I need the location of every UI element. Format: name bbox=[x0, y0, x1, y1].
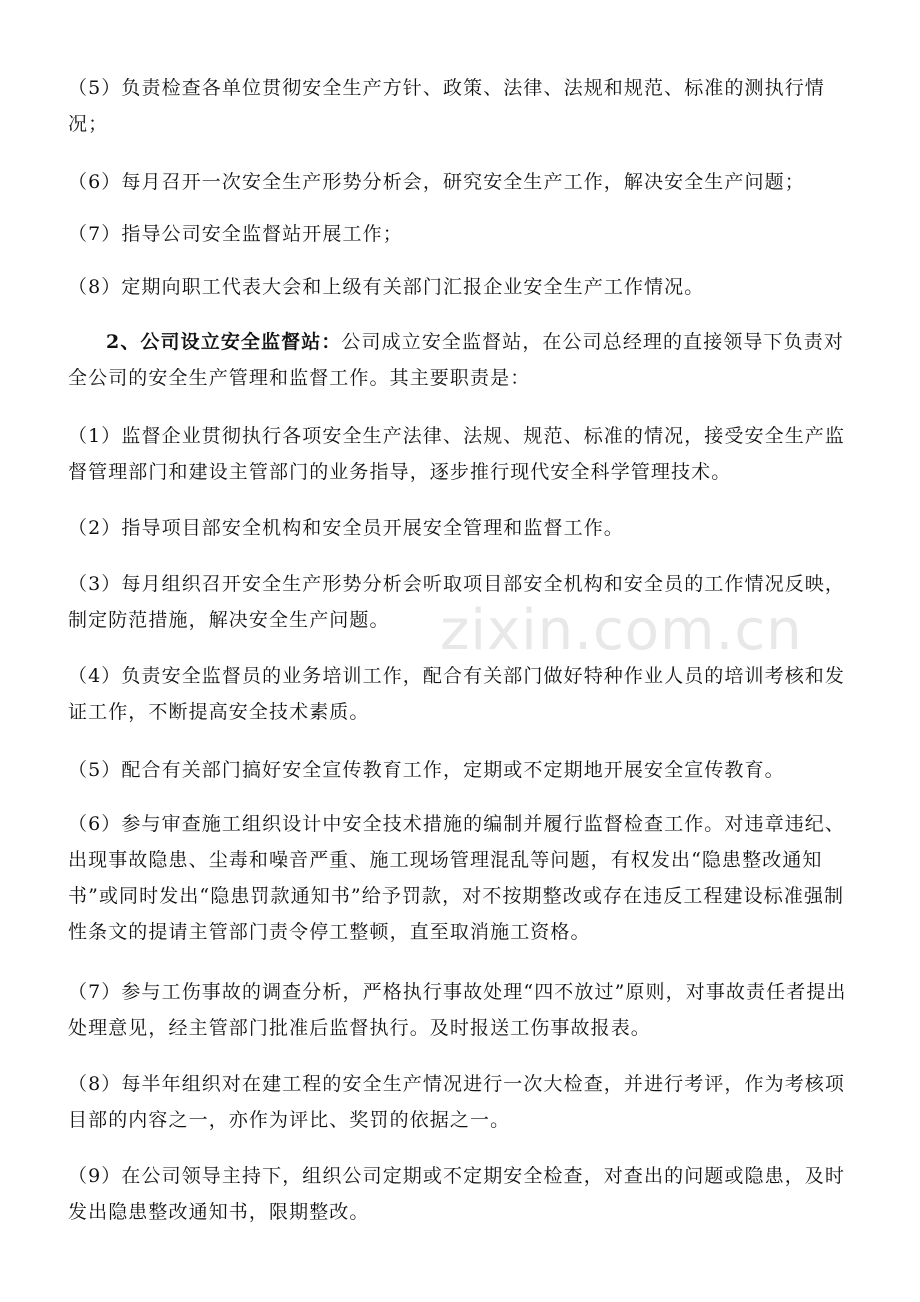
paragraph-5: （5）负责检查各单位贯彻安全生产方针、政策、法律、法规和规范、标准的测执行情况； bbox=[68, 77, 825, 135]
duty-3: （3）每月组织召开安全生产形势分析会听取项目部安全机构和安全员的工作情况反映，制定防范措施，解决安全生产问题。 bbox=[68, 573, 845, 631]
section-2-paragraph bbox=[68, 324, 858, 396]
paragraph-6: （6）每月召开一次安全生产形势分析会，研究安全生产工作，解决安全生产问题； bbox=[68, 171, 805, 193]
section-2-heading: 2、公司设立安全监督站： bbox=[106, 331, 342, 353]
duty-6: （6）参与审查施工组织设计中安全技术措施的编制并履行监督检查工作。对违章违纪、出现事故隐患、尘毒和噪音严重、施工现场管理混乱等问题，有权发出“隐患整改通知书”或同时发出“隐患罚款通知书”给予罚款，对不按期整改或存在违反工程建设标准强制性条文的提请主管部门责令停工整顿，直至取消施工资格。 bbox=[68, 813, 845, 943]
duty-1: （1）监督企业贯彻执行各项安全生产法律、法规、规范、标准的情况，接受安全生产监督管理部门和建设主管部门的业务指导，逐步推行现代安全科学管理技术。 bbox=[68, 425, 845, 483]
duty-5: （5）配合有关部门搞好安全宣传教育工作，定期或不定期地开展安全宣传教育。 bbox=[68, 759, 785, 781]
duty-9: （9）在公司领导主持下，组织公司定期或不定期安全检查，对查出的问题或隐患，及时发出隐患整改通知书，限期整改。 bbox=[68, 1165, 845, 1223]
duty-2: （2）指导项目部安全机构和安全员开展安全管理和监督工作。 bbox=[68, 517, 624, 539]
duty-7: （7）参与工伤事故的调查分析，严格执行事故处理“四不放过”原则，对事故责任者提出处理意见，经主管部门批准后监督执行。及时报送工伤事故报表。 bbox=[68, 981, 847, 1039]
duty-4: （4）负责安全监督员的业务培训工作，配合有关部门做好特种作业人员的培训考核和发证工作，不断提高安全技术素质。 bbox=[68, 665, 845, 723]
section-2-text: 公司成立安全监督站，在公司总经理的直接领导下负责对全公司的安全生产管理和监督工作。其主要职责是： bbox=[68, 331, 844, 389]
paragraph-8: （8）定期向职工代表大会和上级有关部门汇报企业安全生产工作情况。 bbox=[68, 276, 705, 298]
duty-8: （8）每半年组织对在建工程的安全生产情况进行一次大检查，并进行考评，作为考核项目部的内容之一，亦作为评比、奖罚的依据之一。 bbox=[68, 1073, 845, 1131]
paragraph-7: （7）指导公司安全监督站开展工作； bbox=[68, 223, 403, 245]
watermark: zixin.com.cn bbox=[440, 598, 803, 663]
